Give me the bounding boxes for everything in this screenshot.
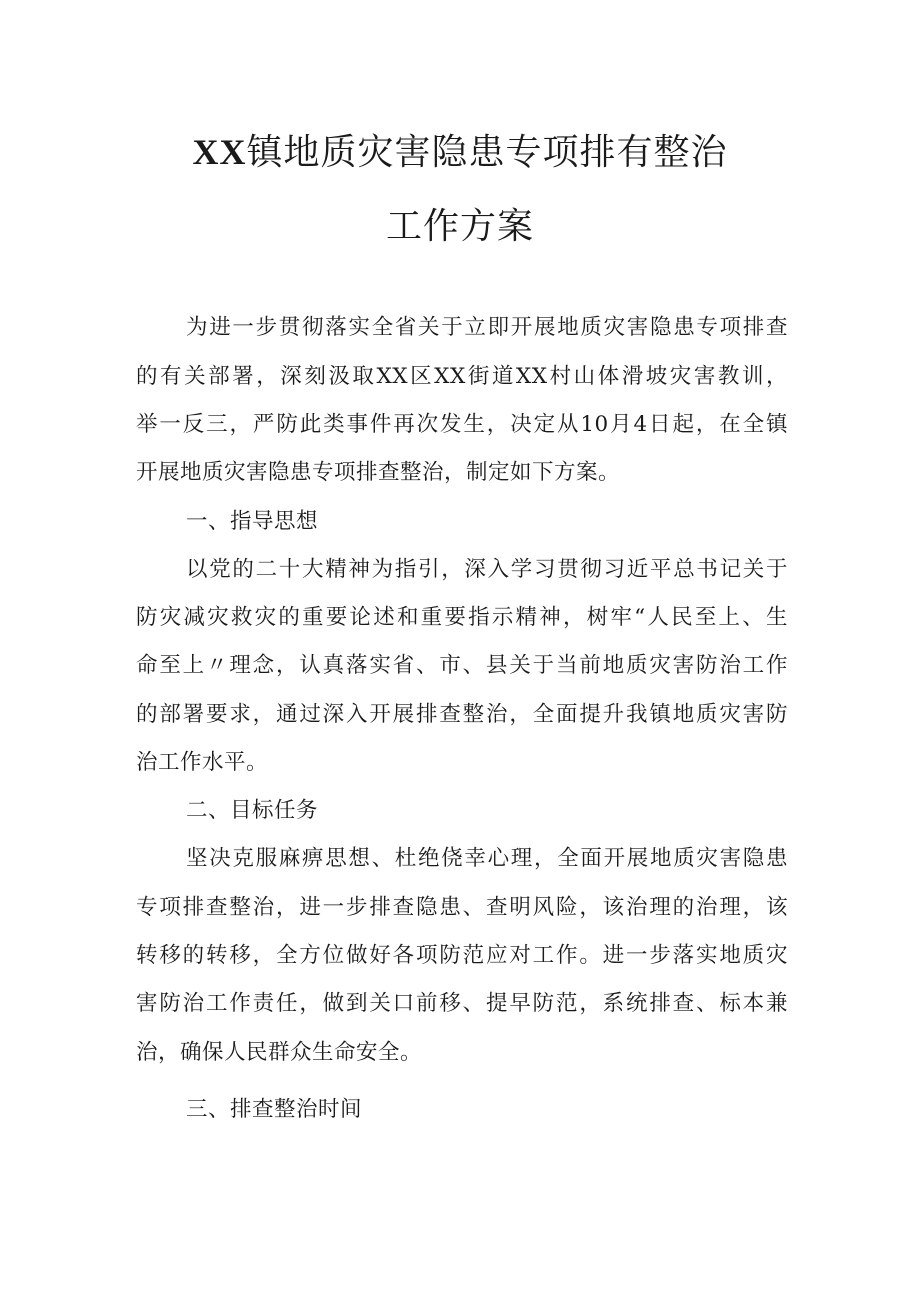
intro-line: 举一反三，严防此类事件再次发生，决定从10月4日起，在全镇 [136, 412, 788, 437]
section1-line: 的部署要求，通过深入开展排查整治，全面提升我镇地质灾害防 [136, 702, 788, 727]
title-main: 镇地质灾害隐患专项排有整治 [246, 132, 728, 173]
section1-line: 治工作水平。 [136, 750, 269, 775]
intro-line: 的有关部署，深刻汲取XX区XX街道XX村山体滑坡灾害教训， [136, 364, 788, 389]
section1-line: 防灾减灾救灾的重要论述和重要指示精神，树牢“人民至上、生 [136, 605, 788, 630]
document-title-line-1 [0, 124, 920, 175]
section1-line: 以党的二十大精神为指引，深入学习贯彻习近平总书记关于 [186, 557, 788, 582]
document-title-line-2: 工作方案 [385, 206, 534, 247]
section-heading: 一、指导思想 [186, 509, 319, 534]
section2-line: 治，确保人民群众生命安全。 [136, 1040, 423, 1065]
intro-line: 为进一步贯彻落实全省关于立即开展地质灾害隐患专项排查 [186, 315, 788, 340]
section-heading: 三、排查整治时间 [186, 1097, 363, 1122]
section1-line: 命至上〃理念，认真落实省、市、县关于当前地质灾害防治工作 [136, 653, 788, 678]
title-prefix: XX [192, 132, 247, 172]
intro-line: 开展地质灾害隐患专项排查整治，制定如下方案。 [136, 460, 621, 485]
section2-line: 转移的转移，全方位做好各项防范应对工作。进一步落实地质灾 [136, 943, 788, 968]
section2-line: 专项排查整治，进一步排查隐患、查明风险，该治理的治理，该 [136, 895, 788, 920]
section2-line: 害防治工作责任，做到关口前移、提早防范，系统排查、标本兼 [136, 991, 788, 1016]
section-heading: 二、目标任务 [186, 798, 319, 823]
section2-line: 坚决克服麻痹思想、杜绝侥幸心理，全面开展地质灾害隐患 [186, 846, 788, 871]
